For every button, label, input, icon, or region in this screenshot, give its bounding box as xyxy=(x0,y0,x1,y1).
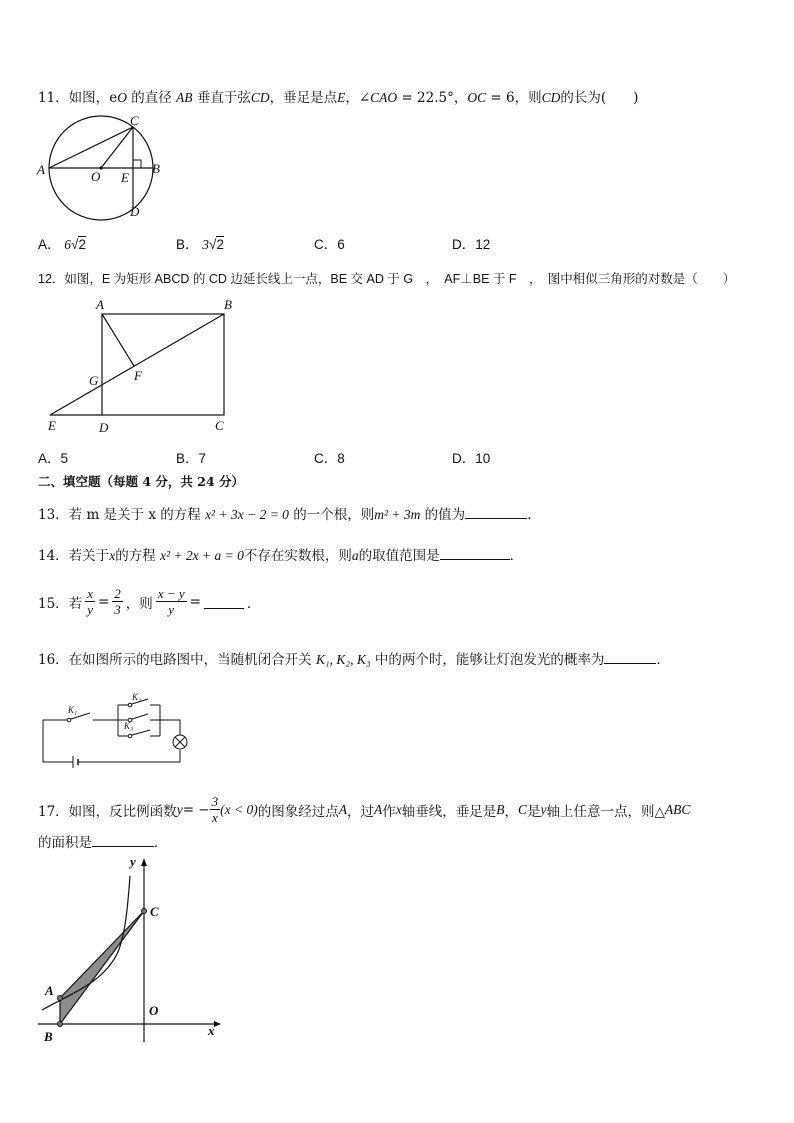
question-15-text: 15．若 $\frac{x}{y}$ = $\frac{2}{3}$ ，则 $\frac{x - y}{y}$ = ． xyxy=(38,586,261,617)
x-axis-arrow xyxy=(214,1021,221,1027)
label-a: A xyxy=(96,297,104,312)
label-f: F xyxy=(134,368,142,383)
point-c xyxy=(142,909,147,914)
right-angle-mark xyxy=(133,160,141,168)
circuit-wire xyxy=(78,750,180,762)
label-d: D xyxy=(130,204,140,219)
rectangle-abcd xyxy=(102,314,224,415)
label-k3: K₃ xyxy=(124,721,134,731)
switch-k1-contact xyxy=(67,718,71,722)
switch-k2-contact xyxy=(128,703,132,707)
label-g: G xyxy=(89,373,99,388)
label-c: C xyxy=(150,904,159,919)
switch-k3b-contact xyxy=(128,734,132,738)
question-16-text: 16．在如图所示的电路图中，当随机闭合开关 K₁, K₂, K₃ 中的两个时，能够让灯泡发光的概率为 ． xyxy=(38,649,670,670)
section-2-heading: 二、填空题（每题 4 分，共 24 分） xyxy=(38,474,245,489)
segment-be xyxy=(50,314,224,415)
circuit-figure xyxy=(38,692,198,772)
segment-af xyxy=(102,314,134,366)
point-b xyxy=(58,1022,63,1027)
label-c: C xyxy=(130,113,139,128)
fraction-3-over-x: $\frac{3}{x}$ xyxy=(211,794,219,825)
q11-option-b: B． 3√2 xyxy=(176,237,224,252)
question-17-line2: 的面积是 ． xyxy=(38,832,168,853)
label-y: y xyxy=(130,854,136,869)
switch-k3b-lever xyxy=(132,730,150,735)
segment-oc xyxy=(101,127,133,168)
label-b: B xyxy=(224,297,232,312)
q11-option-c: C．6 xyxy=(314,237,345,252)
answer-blank[interactable] xyxy=(204,594,244,609)
answer-blank[interactable] xyxy=(604,649,656,664)
fraction-xy-over-y: $\frac{x - y}{y}$ xyxy=(157,586,185,617)
label-k1: K₁ xyxy=(68,705,78,715)
question-14-text: 14．若关于x的方程 x² + 2x + a = 0不存在实数根，则a的取值范围是 ． xyxy=(38,545,523,566)
label-c: C xyxy=(215,418,224,433)
label-x: x xyxy=(208,1023,215,1038)
question-17-text: 17．如图，反比例函数 y = − $\frac{3}{x}$ (x < 0) 的图象经过点 A ，过 A 作 x 轴垂线，垂足是 B ， C 是 y 轴上任意一点，则△ ABC xyxy=(38,794,691,825)
sqrt-sign: √ xyxy=(209,237,217,252)
rectangle-figure xyxy=(36,294,246,438)
q12-option-a: A．5 xyxy=(38,451,69,466)
answer-blank[interactable] xyxy=(92,832,154,847)
label-e: E xyxy=(121,170,129,185)
q11-option-d: D．12 xyxy=(452,237,491,252)
triangle-abc xyxy=(60,911,144,1024)
label-a: A xyxy=(37,162,45,177)
label-d: D xyxy=(99,420,109,435)
sqrt-sign: √ xyxy=(71,237,79,252)
label-o: O xyxy=(91,169,101,184)
y-axis-arrow xyxy=(141,858,147,866)
circuit-wire xyxy=(43,720,73,762)
label-k2: K₂ xyxy=(132,692,142,702)
q12-option-b: B．7 xyxy=(176,451,207,466)
q12-option-c: C．8 xyxy=(314,451,345,466)
answer-blank[interactable] xyxy=(465,504,527,519)
point-a xyxy=(58,996,63,1001)
question-12-text: 12．如图，E 为矩形 ABCD 的 CD 边延长线上一点，BE 交 AD 于 G ， AF⊥BE 于 F ， 图中相似三角形的对数是（ ） xyxy=(38,272,736,286)
label-b: B xyxy=(152,161,160,176)
function-graph xyxy=(34,852,224,1048)
label-e: E xyxy=(48,418,56,433)
question-11-text: 11．如图，eO 的直径 AB 垂直于弦CD，垂足是点E，∠CAO = 22.5°，OC = 6，则CD的长为( ) xyxy=(38,90,639,106)
label-b: B xyxy=(44,1029,53,1044)
q11-option-a: A． 6√2 xyxy=(38,237,86,252)
q12-option-d: D．10 xyxy=(452,451,491,466)
label-a: A xyxy=(45,983,54,998)
switch-k3-lever xyxy=(132,714,148,719)
answer-blank[interactable] xyxy=(440,545,510,560)
segment-ac xyxy=(49,127,133,168)
fraction-x-over-y: $\frac{x}{y}$ xyxy=(87,586,93,617)
fraction-2-over-3: $\frac{2}{3}$ xyxy=(114,586,121,617)
circuit-wire xyxy=(160,720,180,735)
question-13-text: 13．若 m 是关于 x 的方程 x² + 3x − 2 = 0 的一个根，则m² + 3m 的值为 . xyxy=(38,504,531,525)
label-o: O xyxy=(149,1003,159,1018)
circle-figure xyxy=(34,112,170,224)
